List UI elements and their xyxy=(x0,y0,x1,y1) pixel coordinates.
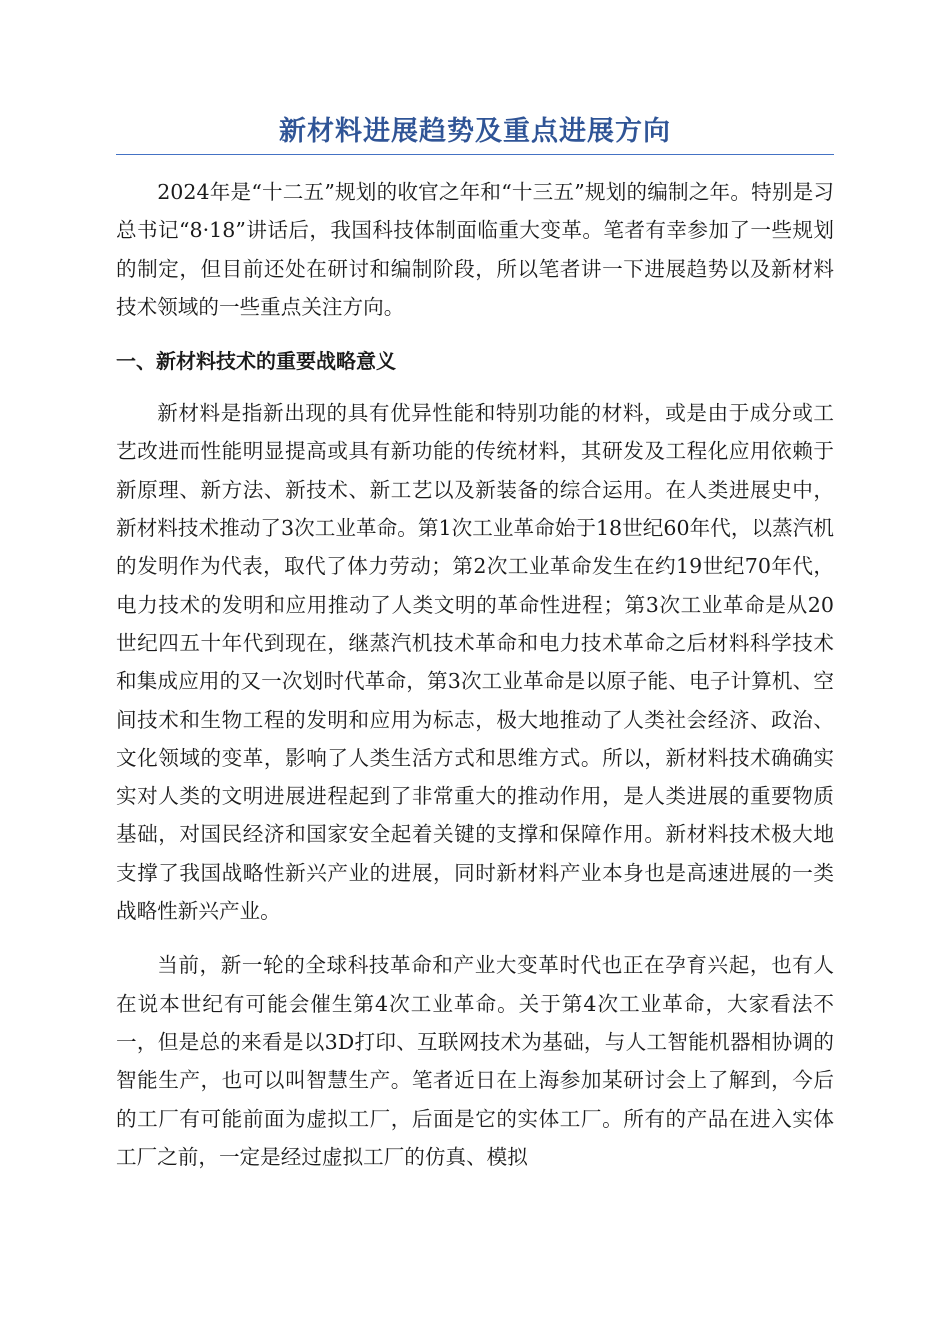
section1-paragraph-2: 当前，新一轮的全球科技革命和产业大变革时代也正在孕育兴起，也有人在说本世纪有可能会催生第4次工业革命。关于第4次工业革命，大家看法不一，但是总的来看是以3D打印、互联网技术为基础，与人工智能机器相协调的智能生产，也可以叫智慧生产。笔者近日在上海参加某研讨会上了解到，今后的工厂有可能前面为虚拟工厂，后面是它的实体工厂。所有的产品在进入实体工厂之前，一定是经过虚拟工厂的仿真、模拟 xyxy=(116,953,834,1169)
document-page xyxy=(116,112,834,1192)
intro-paragraph: 2024年是“十二五”规划的收官之年和“十三五”规划的编制之年。特别是习总书记“8·18”讲话后，我国科技体制面临重大变革。笔者有幸参加了一些规划的制定，但目前还处在研讨和编制阶段，所以笔者讲一下进展趋势以及新材料技术领域的一些重点关注方向。 xyxy=(116,180,834,319)
section1-paragraph-1: 新材料是指新出现的具有优异性能和特别功能的材料，或是由于成分或工艺改进而性能明显提高或具有新功能的传统材料，其研发及工程化应用依赖于新原理、新方法、新技术、新工艺以及新装备的综合运用。在人类进展史中，新材料技术推动了3次工业革命。第1次工业革命始于18世纪60年代，以蒸汽机的发明作为代表，取代了体力劳动；第2次工业革命发生在约19世纪70年代，电力技术的发明和应用推动了人类文明的革命性进程；第3次工业革命是从20世纪四五十年代到现在，继蒸汽机技术革命和电力技术革命之后材料科学技术和集成应用的又一次划时代革命，第3次工业革命是以原子能、电子计算机、空间技术和生物工程的发明和应用为标志，极大地推动了人类社会经济、政治、文化领域的变革，影响了人类生活方式和思维方式。所以，新材料技术确确实实对人类的文明进展进程起到了非常重大的推动作用，是人类进展的重要物质基础，对国民经济和国家安全起着关键的支撑和保障作用。新材料技术极大地支撑了我国战略性新兴产业的进展，同时新材料产业本身也是高速进展的一类战略性新兴产业。 xyxy=(116,401,834,924)
title-underline xyxy=(116,154,834,155)
section-heading-1: 一、新材料技术的重要战略意义 xyxy=(116,349,396,374)
document-title: 新材料进展趋势及重点进展方向 xyxy=(279,116,671,147)
